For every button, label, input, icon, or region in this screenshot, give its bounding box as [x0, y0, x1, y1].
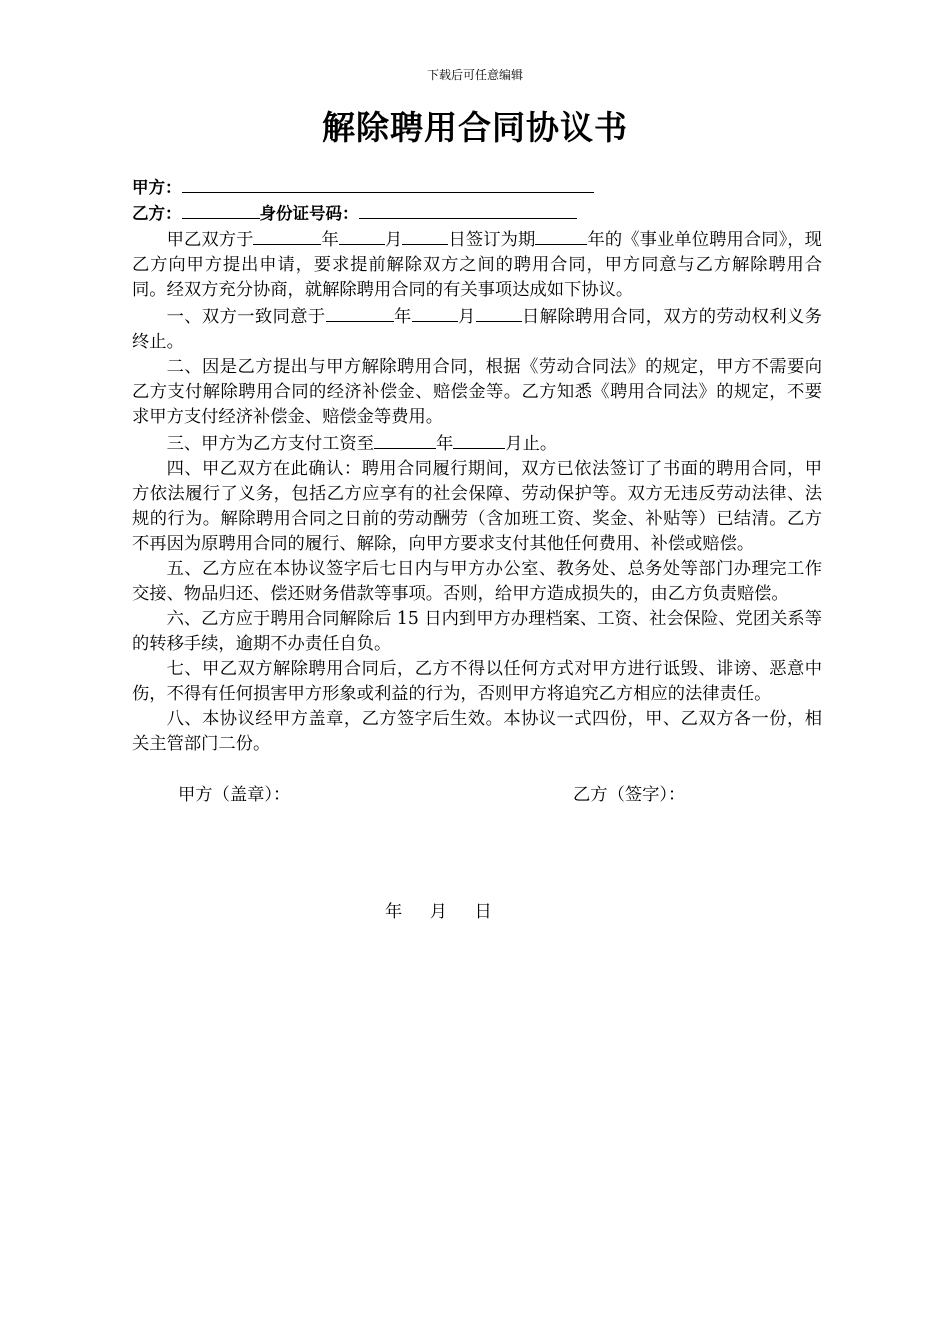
salary-year-blank[interactable]: [374, 430, 436, 449]
party-a-line: [132, 174, 822, 200]
salary-month-blank[interactable]: [453, 430, 505, 449]
clause-3-text-2: 月止。: [505, 434, 558, 454]
sign-year-blank[interactable]: [253, 226, 321, 245]
party-b-signature-label: 乙方（签字）：: [573, 785, 686, 805]
clause-1-year: 年: [393, 307, 412, 327]
sign-month-blank[interactable]: [339, 226, 385, 245]
intro-paragraph: [132, 226, 822, 303]
clause-5: 五、乙方应在本协议签字后七日内与甲方办公室、教务处、总务处等部门办理完工作交接、物品归还、偿还财务借款等事项。否则，给甲方造成损失的，由乙方负责赔偿。: [132, 559, 822, 604]
clause-1-text-2: 日解除聘用合同，双方的劳动权利义务终止。: [132, 307, 822, 352]
clause-4: 四、甲乙双方在此确认：聘用合同履行期间，双方已依法签订了书面的聘用合同，甲方依法履行了义务，包括乙方应享有的社会保障、劳动保护等。双方无违反劳动法律、法规的行为。解除聘用合同之日前的劳动酬劳（含加班工资、奖金、补贴等）已结清。乙方不再因为原聘用合同的履行、解除，向甲方要求支付其他任何费用、补偿或赔偿。: [132, 459, 822, 554]
intro-text-3: 年的《事业单位聘用合同》，现乙方向甲方提出申请，要求提前解除双方之间的聘用合同，甲方同意与乙方解除聘用合同。经双方充分协商，就解除聘用合同的有关事项达成如下协议。: [132, 230, 822, 300]
document-title: 解除聘用合同协议书: [322, 108, 628, 147]
clause-7: 七、甲乙双方解除聘用合同后，乙方不得以任何方式对甲方进行诋毁、诽谤、恶意中伤，不得有任何损害甲方形象或利益的行为，否则甲方将追究乙方相应的法律责任。: [132, 659, 822, 704]
clause-1: [132, 303, 822, 355]
clause-2: 二、因是乙方提出与甲方解除聘用合同，根据《劳动合同法》的规定，甲方不需要向乙方支付解除聘用合同的经济补偿金、赔偿金等。乙方知悉《聘用合同法》的规定，不要求甲方支付经济补偿金、赔偿金等费用。: [132, 357, 822, 427]
party-b-blank[interactable]: [182, 200, 260, 219]
sign-day-blank[interactable]: [402, 226, 448, 245]
term-years-blank[interactable]: [535, 226, 587, 245]
intro-text-2: 日签订为期: [448, 230, 536, 250]
termination-year-blank[interactable]: [326, 303, 394, 322]
id-number-label: 身份证号码：: [259, 204, 359, 223]
party-a-seal-label: 甲方（盖章）：: [178, 785, 291, 805]
clause-3: [132, 430, 822, 457]
intro-text-1: 甲乙双方于: [166, 230, 254, 250]
date-line: 年 月 日: [385, 902, 492, 922]
termination-day-blank[interactable]: [476, 303, 522, 322]
id-number-blank[interactable]: [359, 200, 577, 219]
clause-3-year: 年: [435, 434, 454, 454]
party-a-label: 甲方：: [132, 178, 182, 197]
header-note: 下载后可任意编辑: [426, 68, 523, 82]
clause-1-month: 月: [457, 307, 476, 327]
clause-3-text-1: 三、甲方为乙方支付工资至: [166, 434, 374, 454]
intro-year: 年: [321, 230, 339, 250]
party-b-line: [132, 200, 822, 226]
document-body: [132, 174, 822, 808]
party-b-label: 乙方：: [132, 204, 182, 223]
clause-6: 六、乙方应于聘用合同解除后 15 日内到甲方办理档案、工资、社会保险、党团关系等的转移手续，逾期不办责任自负。: [132, 609, 822, 654]
clause-1-text-1: 一、双方一致同意于: [166, 307, 326, 327]
termination-month-blank[interactable]: [412, 303, 458, 322]
intro-month: 月: [384, 230, 403, 250]
clause-8: 八、本协议经甲方盖章，乙方签字后生效。本协议一式四份，甲、乙双方各一份，相关主管部门二份。: [132, 709, 822, 754]
signature-row: [132, 783, 822, 808]
party-a-blank[interactable]: [182, 174, 594, 193]
